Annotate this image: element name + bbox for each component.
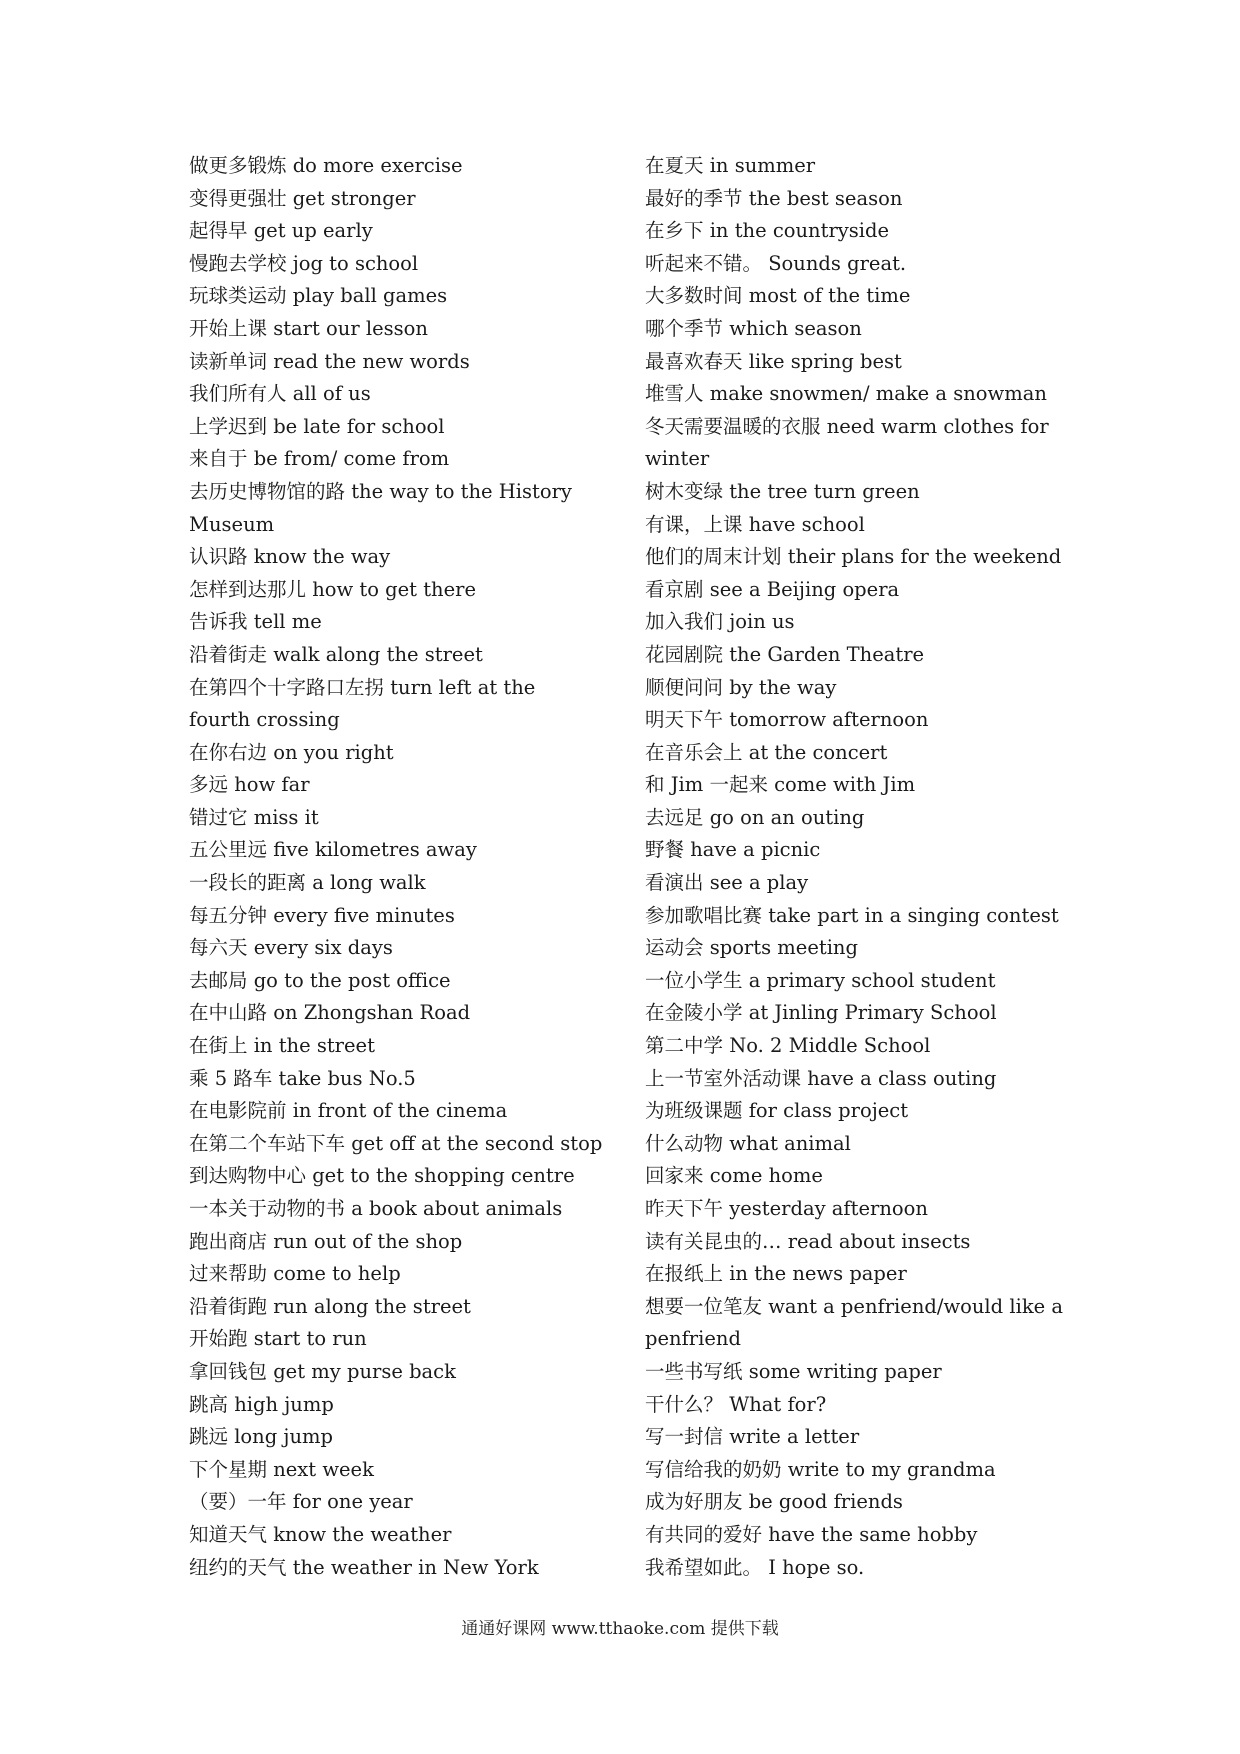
vocab-line: 有共同的爱好 have the same hobby (645, 1522, 978, 1546)
vocab-line: 听起来不错。 Sounds great. (645, 251, 907, 275)
vocab-line: 最好的季节 the best season (645, 186, 903, 210)
vocab-line: 起得早 get up early (189, 219, 373, 243)
vocab-line: 五公里远 five kilometres away (189, 838, 477, 862)
vocab-line: 下个星期 next week (189, 1457, 374, 1481)
vocab-line: 读有关昆虫的… read about insects (645, 1229, 971, 1253)
vocab-line: 明天下午 tomorrow afternoon (645, 708, 929, 732)
left-vocabulary-column (189, 150, 609, 1584)
vocab-line: 花园剧院 the Garden Theatre (645, 642, 925, 666)
vocab-line: 一本关于动物的书 a book about animals (189, 1197, 563, 1220)
vocab-line: 在第二个车站下车 get off at the second stop (189, 1131, 603, 1155)
vocab-line: 慢跑去学校 jog to school (189, 251, 419, 275)
vocab-line: 去邮局 go to the post office (189, 968, 451, 992)
vocab-line: 和 Jim 一起来 come with Jim (645, 773, 916, 797)
vocab-line: 怎样到达那儿 how to get there (189, 577, 477, 601)
vocab-line: 堆雪人 make snowmen/ make a snowman (645, 382, 1047, 406)
vocab-line: 成为好朋友 be good friends (645, 1490, 903, 1514)
page-footer: 通通好课网 www.tthaoke.com 提供下载 (461, 1619, 779, 1639)
vocab-line: 我希望如此。 I hope so. (645, 1555, 865, 1579)
vocab-line: 我们所有人 all of us (189, 382, 371, 406)
vocab-line: 做更多锻炼 do more exercise (189, 154, 463, 177)
vocab-line: 纽约的天气 the weather in New York (189, 1555, 539, 1579)
vocab-line: 每五分钟 every five minutes (189, 903, 455, 927)
vocab-line: 想要一位笔友 want a penfriend/would like a (645, 1294, 1064, 1318)
vocab-line: 昨天下午 yesterday afternoon (645, 1197, 928, 1220)
vocab-line: 读新单词 read the new words (189, 349, 470, 373)
vocab-line: 在第四个十字路口左拐 turn left at the (189, 675, 536, 699)
vocab-line: （要）一年 for one year (189, 1490, 413, 1514)
vocab-line: 上一节室外活动课 have a class outing (645, 1066, 997, 1090)
vocab-line: 去远足 go on an outing (645, 805, 865, 829)
vocab-line: 一些书写纸 some writing paper (645, 1359, 942, 1383)
vocab-line: 在电影院前 in front of the cinema (189, 1099, 508, 1123)
vocab-line: 为班级课题 for class project (645, 1099, 909, 1123)
vocab-line: 写一封信 write a letter (645, 1425, 860, 1449)
vocab-line: 有课，上课 have school (645, 512, 865, 536)
vocab-line: 到达购物中心 get to the shopping centre (189, 1164, 575, 1188)
right-vocabulary-column (645, 150, 1064, 1584)
vocab-line: 上学迟到 be late for school (189, 414, 445, 438)
vocab-line: 跑出商店 run out of the shop (189, 1229, 463, 1253)
vocab-line: 沿着街跑 run along the street (189, 1294, 471, 1318)
vocab-line: 大多数时间 most of the time (645, 284, 911, 308)
vocab-line: fourth crossing (189, 708, 340, 732)
vocab-line: 一位小学生 a primary school student (645, 968, 996, 992)
vocab-line: 错过它 miss it (189, 805, 319, 829)
vocab-line: 乘 5 路车 take bus No.5 (189, 1066, 416, 1090)
vocab-line: 知道天气 know the weather (189, 1522, 452, 1546)
vocab-line: 去历史博物馆的路 the way to the History (189, 479, 572, 503)
vocab-line: 野餐 have a picnic (645, 838, 821, 862)
vocab-line: 加入我们 join us (645, 610, 795, 634)
vocab-line: 跳远 long jump (189, 1425, 333, 1449)
vocab-line: 顺便问问 by the way (645, 675, 837, 699)
vocab-line: 开始跑 start to run (189, 1327, 367, 1351)
vocab-line: 参加歌唱比赛 take part in a singing contest (645, 903, 1059, 927)
vocab-line: 在你右边 on you right (189, 740, 394, 764)
vocab-line: 干什么？ What for? (645, 1392, 827, 1416)
vocab-line: 告诉我 tell me (189, 610, 322, 634)
vocab-line: 在金陵小学 at Jinling Primary School (645, 1001, 997, 1025)
vocab-line: penfriend (645, 1327, 741, 1351)
vocab-line: Museum (189, 512, 275, 536)
vocab-line: 他们的周末计划 their plans for the weekend (645, 545, 1062, 569)
vocab-line: 冬天需要温暖的衣服 need warm clothes for (645, 414, 1049, 438)
vocab-line: 在街上 in the street (189, 1034, 375, 1058)
vocab-line: 来自于 be from/ come from (189, 447, 450, 471)
vocab-line: 每六天 every six days (189, 936, 393, 960)
vocab-line: 开始上课 start our lesson (189, 316, 428, 340)
vocab-line: 最喜欢春天 like spring best (645, 349, 902, 373)
vocab-line: 什么动物 what animal (645, 1131, 851, 1155)
vocab-line: winter (645, 447, 710, 471)
vocab-line: 在报纸上 in the news paper (645, 1262, 907, 1286)
vocab-line: 写信给我的奶奶 write to my grandma (645, 1457, 996, 1481)
vocab-line: 看演出 see a play (645, 871, 809, 895)
vocab-line: 在夏天 in summer (645, 154, 816, 177)
vocab-line: 看京剧 see a Beijing opera (645, 577, 900, 601)
vocab-line: 在中山路 on Zhongshan Road (189, 1001, 471, 1025)
vocab-line: 变得更强壮 get stronger (189, 186, 416, 210)
vocab-line: 拿回钱包 get my purse back (189, 1359, 456, 1383)
vocab-line: 在音乐会上 at the concert (645, 740, 888, 764)
vocab-line: 哪个季节 which season (645, 316, 862, 340)
vocab-line: 第二中学 No. 2 Middle School (645, 1034, 931, 1058)
vocab-line: 运动会 sports meeting (645, 936, 858, 960)
vocab-line: 跳高 high jump (189, 1392, 334, 1416)
vocab-line: 一段长的距离 a long walk (189, 871, 426, 895)
vocab-line: 树木变绿 the tree turn green (645, 479, 920, 503)
vocab-line: 沿着街走 walk along the street (189, 642, 483, 666)
vocab-line: 多远 how far (189, 773, 310, 797)
vocab-line: 玩球类运动 play ball games (189, 284, 448, 308)
vocab-line: 过来帮助 come to help (189, 1262, 401, 1286)
vocab-line: 认识路 know the way (189, 545, 391, 569)
vocab-line: 在乡下 in the countryside (645, 219, 890, 243)
vocab-line: 回家来 come home (645, 1164, 823, 1188)
